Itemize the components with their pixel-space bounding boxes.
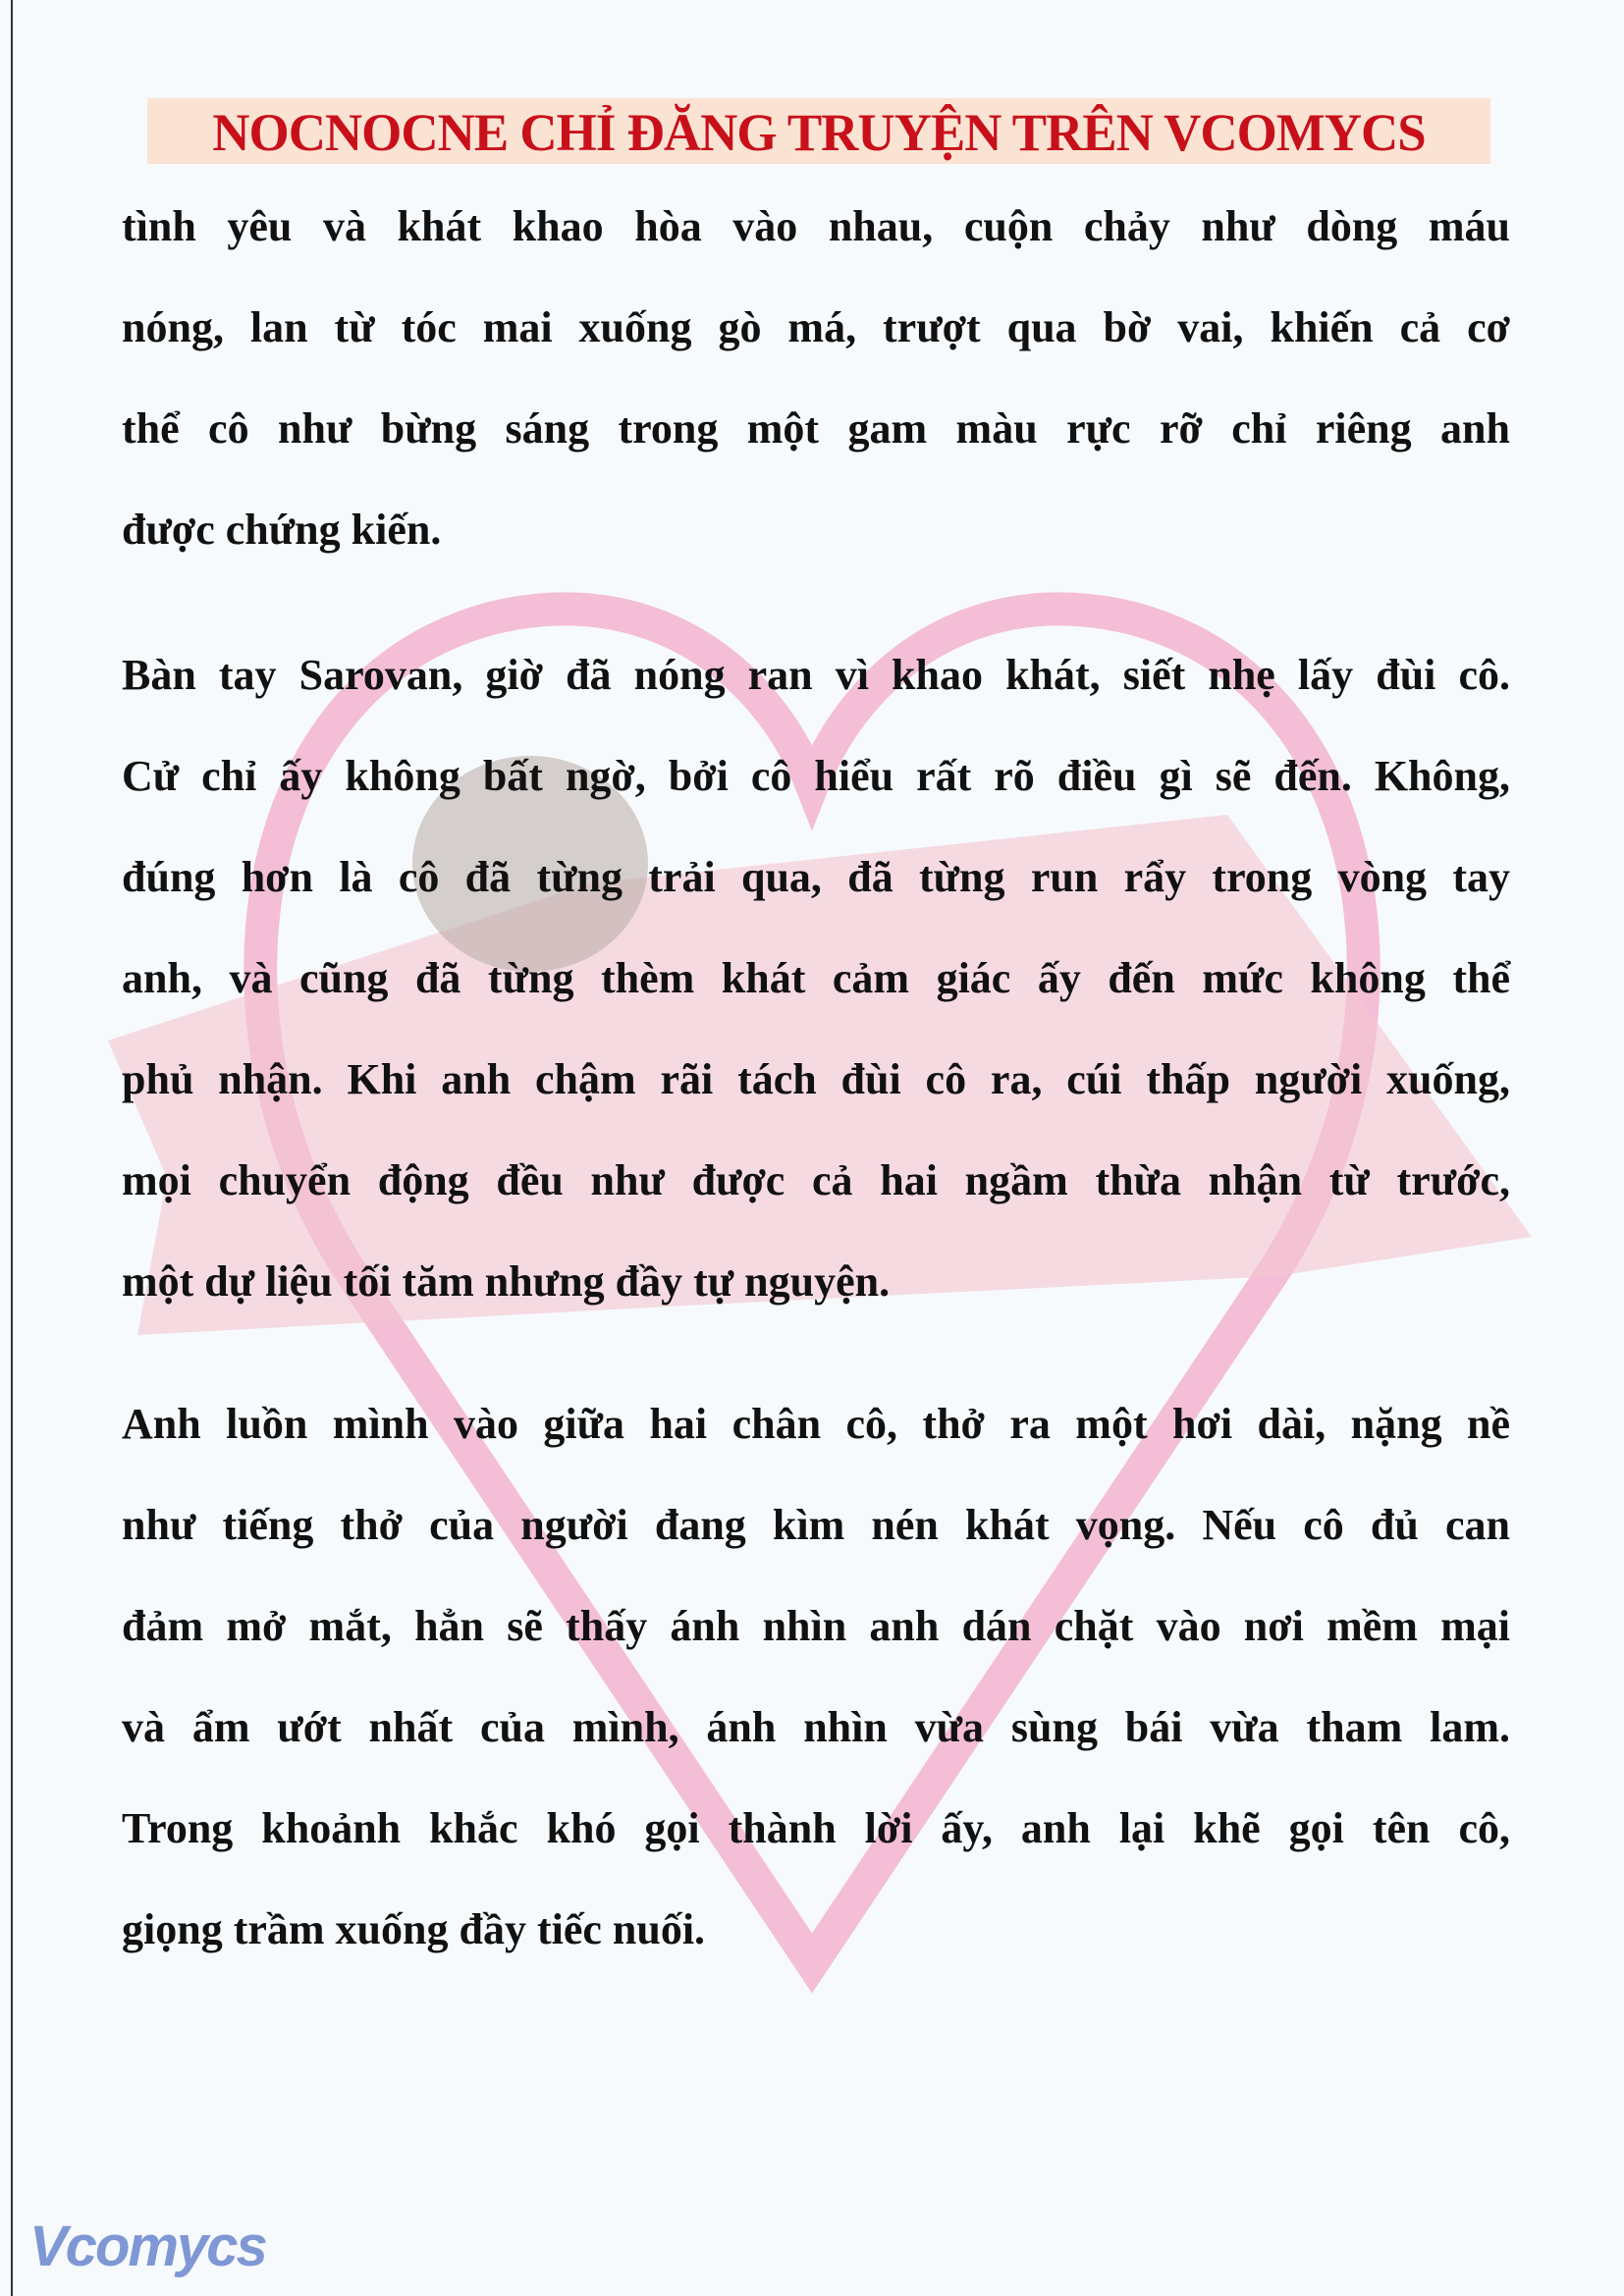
text-line: mọi chuyển động đều như được cả hai ngầm thừa nhận từ trước, bbox=[122, 1156, 1510, 1204]
text-line: đảm mở mắt, hẳn sẽ thấy ánh nhìn anh dán chặt vào nơi mềm mại bbox=[122, 1602, 1510, 1650]
text-line: như tiếng thở của người đang kìm nén khát vọng. Nếu cô đủ can bbox=[122, 1501, 1510, 1549]
text-line: Cử chỉ ấy không bất ngờ, bởi cô hiểu rất rõ điều gì sẽ đến. Không, bbox=[122, 752, 1510, 800]
text-line: một dự liệu tối tăm nhưng đầy tự nguyện. bbox=[122, 1257, 891, 1306]
text-line: thể cô như bừng sáng trong một gam màu rực rỡ chỉ riêng anh bbox=[122, 404, 1510, 453]
text-line: Bàn tay Sarovan, giờ đã nóng ran vì khao khát, siết nhẹ lấy đùi cô. bbox=[122, 651, 1510, 699]
text-line: Anh luồn mình vào giữa hai chân cô, thở ra một hơi dài, nặng nề bbox=[122, 1400, 1510, 1448]
text-line: anh, và cũng đã từng thèm khát cảm giác ấy đến mức không thể bbox=[122, 954, 1510, 1002]
text-line: được chứng kiến. bbox=[122, 506, 442, 554]
text-line: giọng trầm xuống đầy tiếc nuối. bbox=[122, 1905, 706, 1953]
text-line: Trong khoảnh khắc khó gọi thành lời ấy, anh lại khẽ gọi tên cô, bbox=[122, 1804, 1510, 1852]
text-line: phủ nhận. Khi anh chậm rãi tách đùi cô ra, cúi thấp người xuống, bbox=[122, 1055, 1510, 1103]
text-line: và ẩm ướt nhất của mình, ánh nhìn vừa sùng bái vừa tham lam. bbox=[122, 1703, 1510, 1751]
text-line: tình yêu và khát khao hòa vào nhau, cuộn chảy như dòng máu bbox=[122, 202, 1510, 250]
text-line: nóng, lan từ tóc mai xuống gò má, trượt qua bờ vai, khiến cả cơ bbox=[122, 303, 1510, 351]
vcomycs-logo: Vcomycs bbox=[29, 2215, 266, 2278]
text-line: đúng hơn là cô đã từng trải qua, đã từng run rẩy trong vòng tay bbox=[122, 853, 1510, 901]
page-title: NOCNOCNE CHỈ ĐĂNG TRUYỆN TRÊN VCOMYCS bbox=[212, 103, 1426, 162]
